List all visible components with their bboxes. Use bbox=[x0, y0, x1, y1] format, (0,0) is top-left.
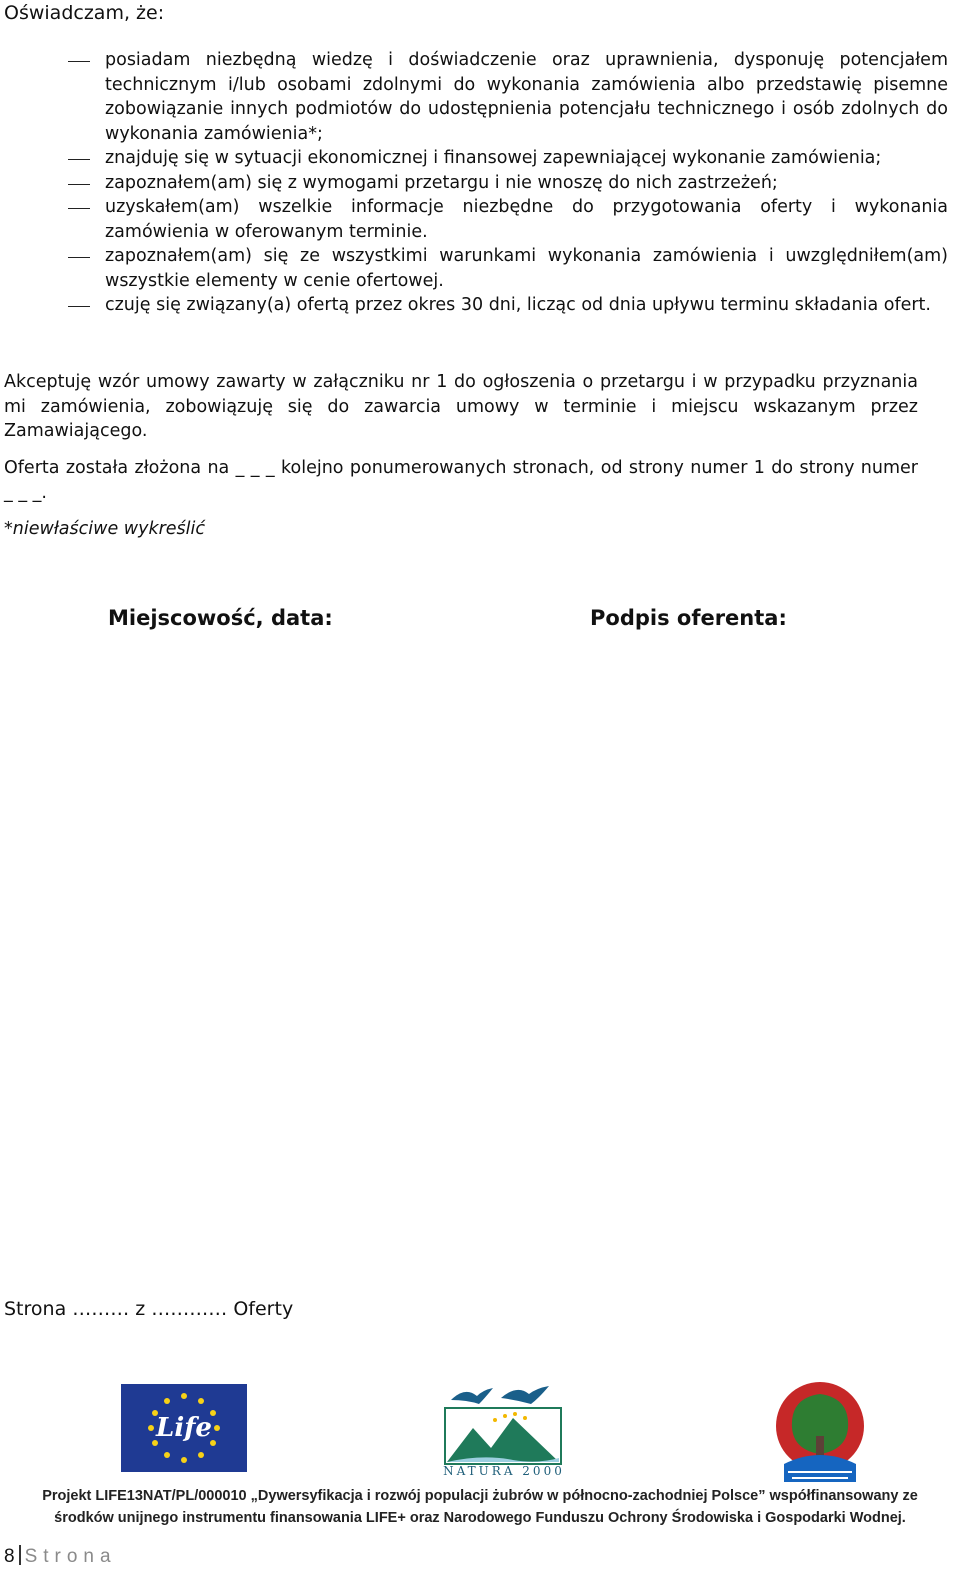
footer-line-1: Projekt LIFE13NAT/PL/000010 „Dywersyfikacja i rozwój populacji żubrów w północno-zachodniej Polsce” współfinansowany ze bbox=[42, 1488, 918, 1504]
footer-line-2: środków unijnego instrumentu finansowania LIFE+ oraz Narodowego Funduszu Ochrony Środowiska i Gospodarki Wodnej. bbox=[54, 1510, 906, 1526]
nfosigw-logo bbox=[774, 1380, 866, 1482]
list-item-text: znajduję się w sytuacji ekonomicznej i finansowej zapewniającej wykonanie zamówienia; bbox=[105, 148, 882, 168]
page-number-divider bbox=[19, 1545, 21, 1565]
nfosigw-emblem-icon bbox=[774, 1380, 866, 1482]
pages-paragraph: Oferta została złożona na _ _ _ kolejno ponumerowanych stronach, od strony numer 1 do strony numer _ _ _. bbox=[4, 458, 918, 503]
eu-flag-icon bbox=[121, 1384, 247, 1472]
list-item-text: czuję się związany(a) ofertą przez okres 30 dni, licząc od dnia upływu terminu składania ofert. bbox=[105, 295, 931, 315]
list-item-text: zapoznałem(am) się z wymogami przetargu i nie wnoszę do nich zastrzeżeń; bbox=[105, 172, 778, 193]
list-item bbox=[0, 293, 948, 318]
page-of-offer: Strona ……… z ………… Oferty bbox=[4, 1298, 294, 1320]
footnote: *niewłaściwe wykreślić bbox=[4, 519, 206, 539]
list-item bbox=[0, 244, 948, 293]
list-item-text: posiadam niezbędną wiedzę i doświadczenie oraz uprawnienia, dysponuję potencjałem technicznym i/lub osobami zdolnymi do wykonania zamówienia albo przedstawię pisemne zobowiązanie innych podmiotów do udostępnienia potencjału technicznego i osób zdolnych do wykonania zamówienia*; bbox=[105, 50, 948, 144]
svg-text:Life: Life bbox=[156, 1413, 212, 1443]
list-item bbox=[0, 146, 948, 171]
dash-bullet bbox=[68, 306, 90, 307]
natura-caption: NATURA 2000 bbox=[443, 1464, 565, 1478]
list-item bbox=[0, 195, 948, 244]
place-date-label: Miejscowość, data: bbox=[108, 606, 333, 630]
page-number bbox=[4, 1545, 117, 1568]
dash-bullet bbox=[68, 159, 90, 160]
acceptance-paragraph: Akceptuję wzór umowy zawarty w załączniku nr 1 do ogłoszenia o przetargu i w przypadku przyznania mi zamówienia, zobowiązuję się do zawarcia umowy w terminie i miejscu wskazanym przez Zamawiającego. bbox=[4, 372, 918, 441]
list-item-text: zapoznałem(am) się ze wszystkimi warunkami wykonania zamówienia i uwzględniłem(am) wszystkie elementy w cenie ofertowej. bbox=[105, 246, 948, 291]
life-logo bbox=[121, 1384, 247, 1472]
page-word: Strona bbox=[24, 1546, 117, 1567]
declaration-list bbox=[0, 48, 948, 318]
list-item bbox=[0, 48, 948, 146]
dash-bullet bbox=[68, 208, 90, 209]
natura-2000-logo bbox=[443, 1378, 565, 1478]
declaration-heading: Oświadczam, że: bbox=[4, 2, 165, 24]
dash-bullet bbox=[68, 184, 90, 185]
signature-label: Podpis oferenta: bbox=[590, 606, 787, 630]
list-item bbox=[0, 171, 948, 196]
dash-bullet bbox=[68, 257, 90, 258]
list-item-text: uzyskałem(am) wszelkie informacje niezbędne do przygotowania oferty i wykonania zamówienia w oferowanym terminie. bbox=[105, 197, 948, 242]
dash-bullet bbox=[68, 61, 90, 62]
natura-birds-icon bbox=[443, 1378, 565, 1478]
page-number-value: 8 bbox=[4, 1546, 15, 1567]
